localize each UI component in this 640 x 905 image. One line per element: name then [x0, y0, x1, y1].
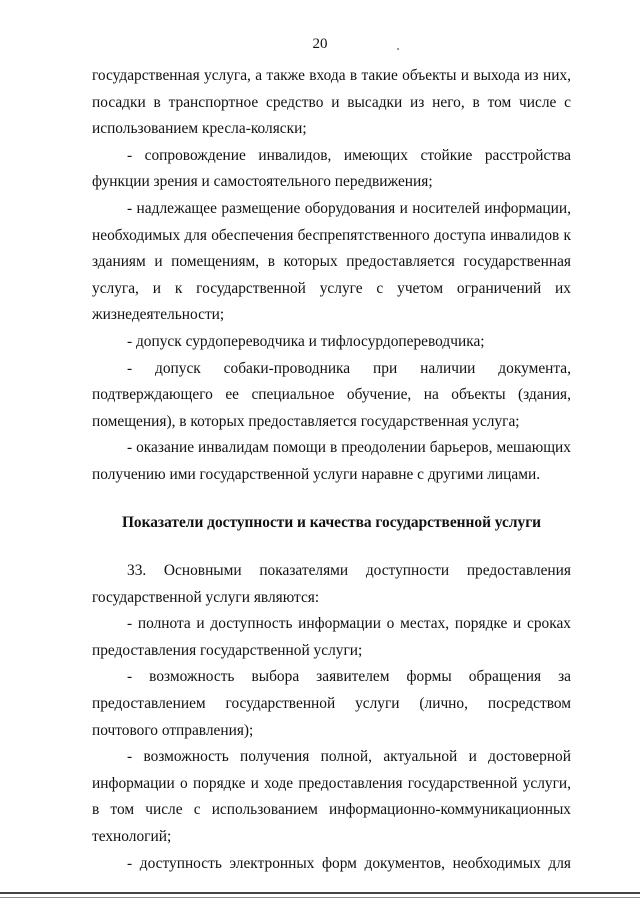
paragraph-continuation: государственная услуга, а также входа в такие объекты и выхода из них, посадки в транспортное средство и высадки из него, в том числе с использованием кресла-коляски;: [92, 67, 571, 138]
paragraph-barrier-assistance: - оказание инвалидам помощи в преодолении барьеров, мешающих получению ими государственной услуги наравне с другими лицами.: [92, 439, 571, 483]
paragraph-item-33: 33. Основными показателями доступности предоставления государственной услуги являются:: [92, 562, 571, 606]
document-body: [92, 63, 571, 877]
paragraph-information-access: - возможность получения полной, актуальной и достоверной информации о порядке и ходе предоставления государственной услуги, в том числе с использованием информационно-коммуникационных технологий;: [92, 748, 571, 846]
paragraph-choice-of-form: - возможность выбора заявителем формы обращения за предоставлением государственной услуги (лично, посредством почтового отправления);: [92, 668, 571, 739]
paragraph-equipment-placement: - надлежащее размещение оборудования и носителей информации, необходимых для обеспечения беспрепятственного доступа инвалидов к зданиям и помещениям, в которых предоставляется государственная услуга, и к государственной услуге с учетом ограничений их жизнедеятельности;: [92, 199, 571, 324]
scan-edge-line-secondary: [0, 897, 640, 898]
page-number: 20: [312, 36, 328, 52]
paragraph-electronic-forms: - доступность электронных форм документов, необходимых для: [127, 854, 571, 872]
scan-speck: [397, 48, 399, 50]
paragraph-sign-interpreter: - допуск сурдопереводчика и тифлосурдопереводчика;: [127, 332, 485, 350]
scan-edge-line: [0, 892, 640, 894]
paragraph-vision-support: - сопровождение инвалидов, имеющих стойкие расстройства функции зрения и самостоятельного передвижения;: [92, 146, 571, 191]
section-heading: Показатели доступности и качества государственной услуги: [121, 513, 542, 531]
paragraph-information-completeness: - полнота и доступность информации о местах, порядке и сроках предоставления государственной услуги;: [92, 615, 571, 659]
paragraph-guide-dog: - допуск собаки-проводника при наличии документа, подтверждающего ее специальное обучение, на объекты (здания, помещения), в которых предоставляется государственная услуга;: [92, 359, 571, 430]
